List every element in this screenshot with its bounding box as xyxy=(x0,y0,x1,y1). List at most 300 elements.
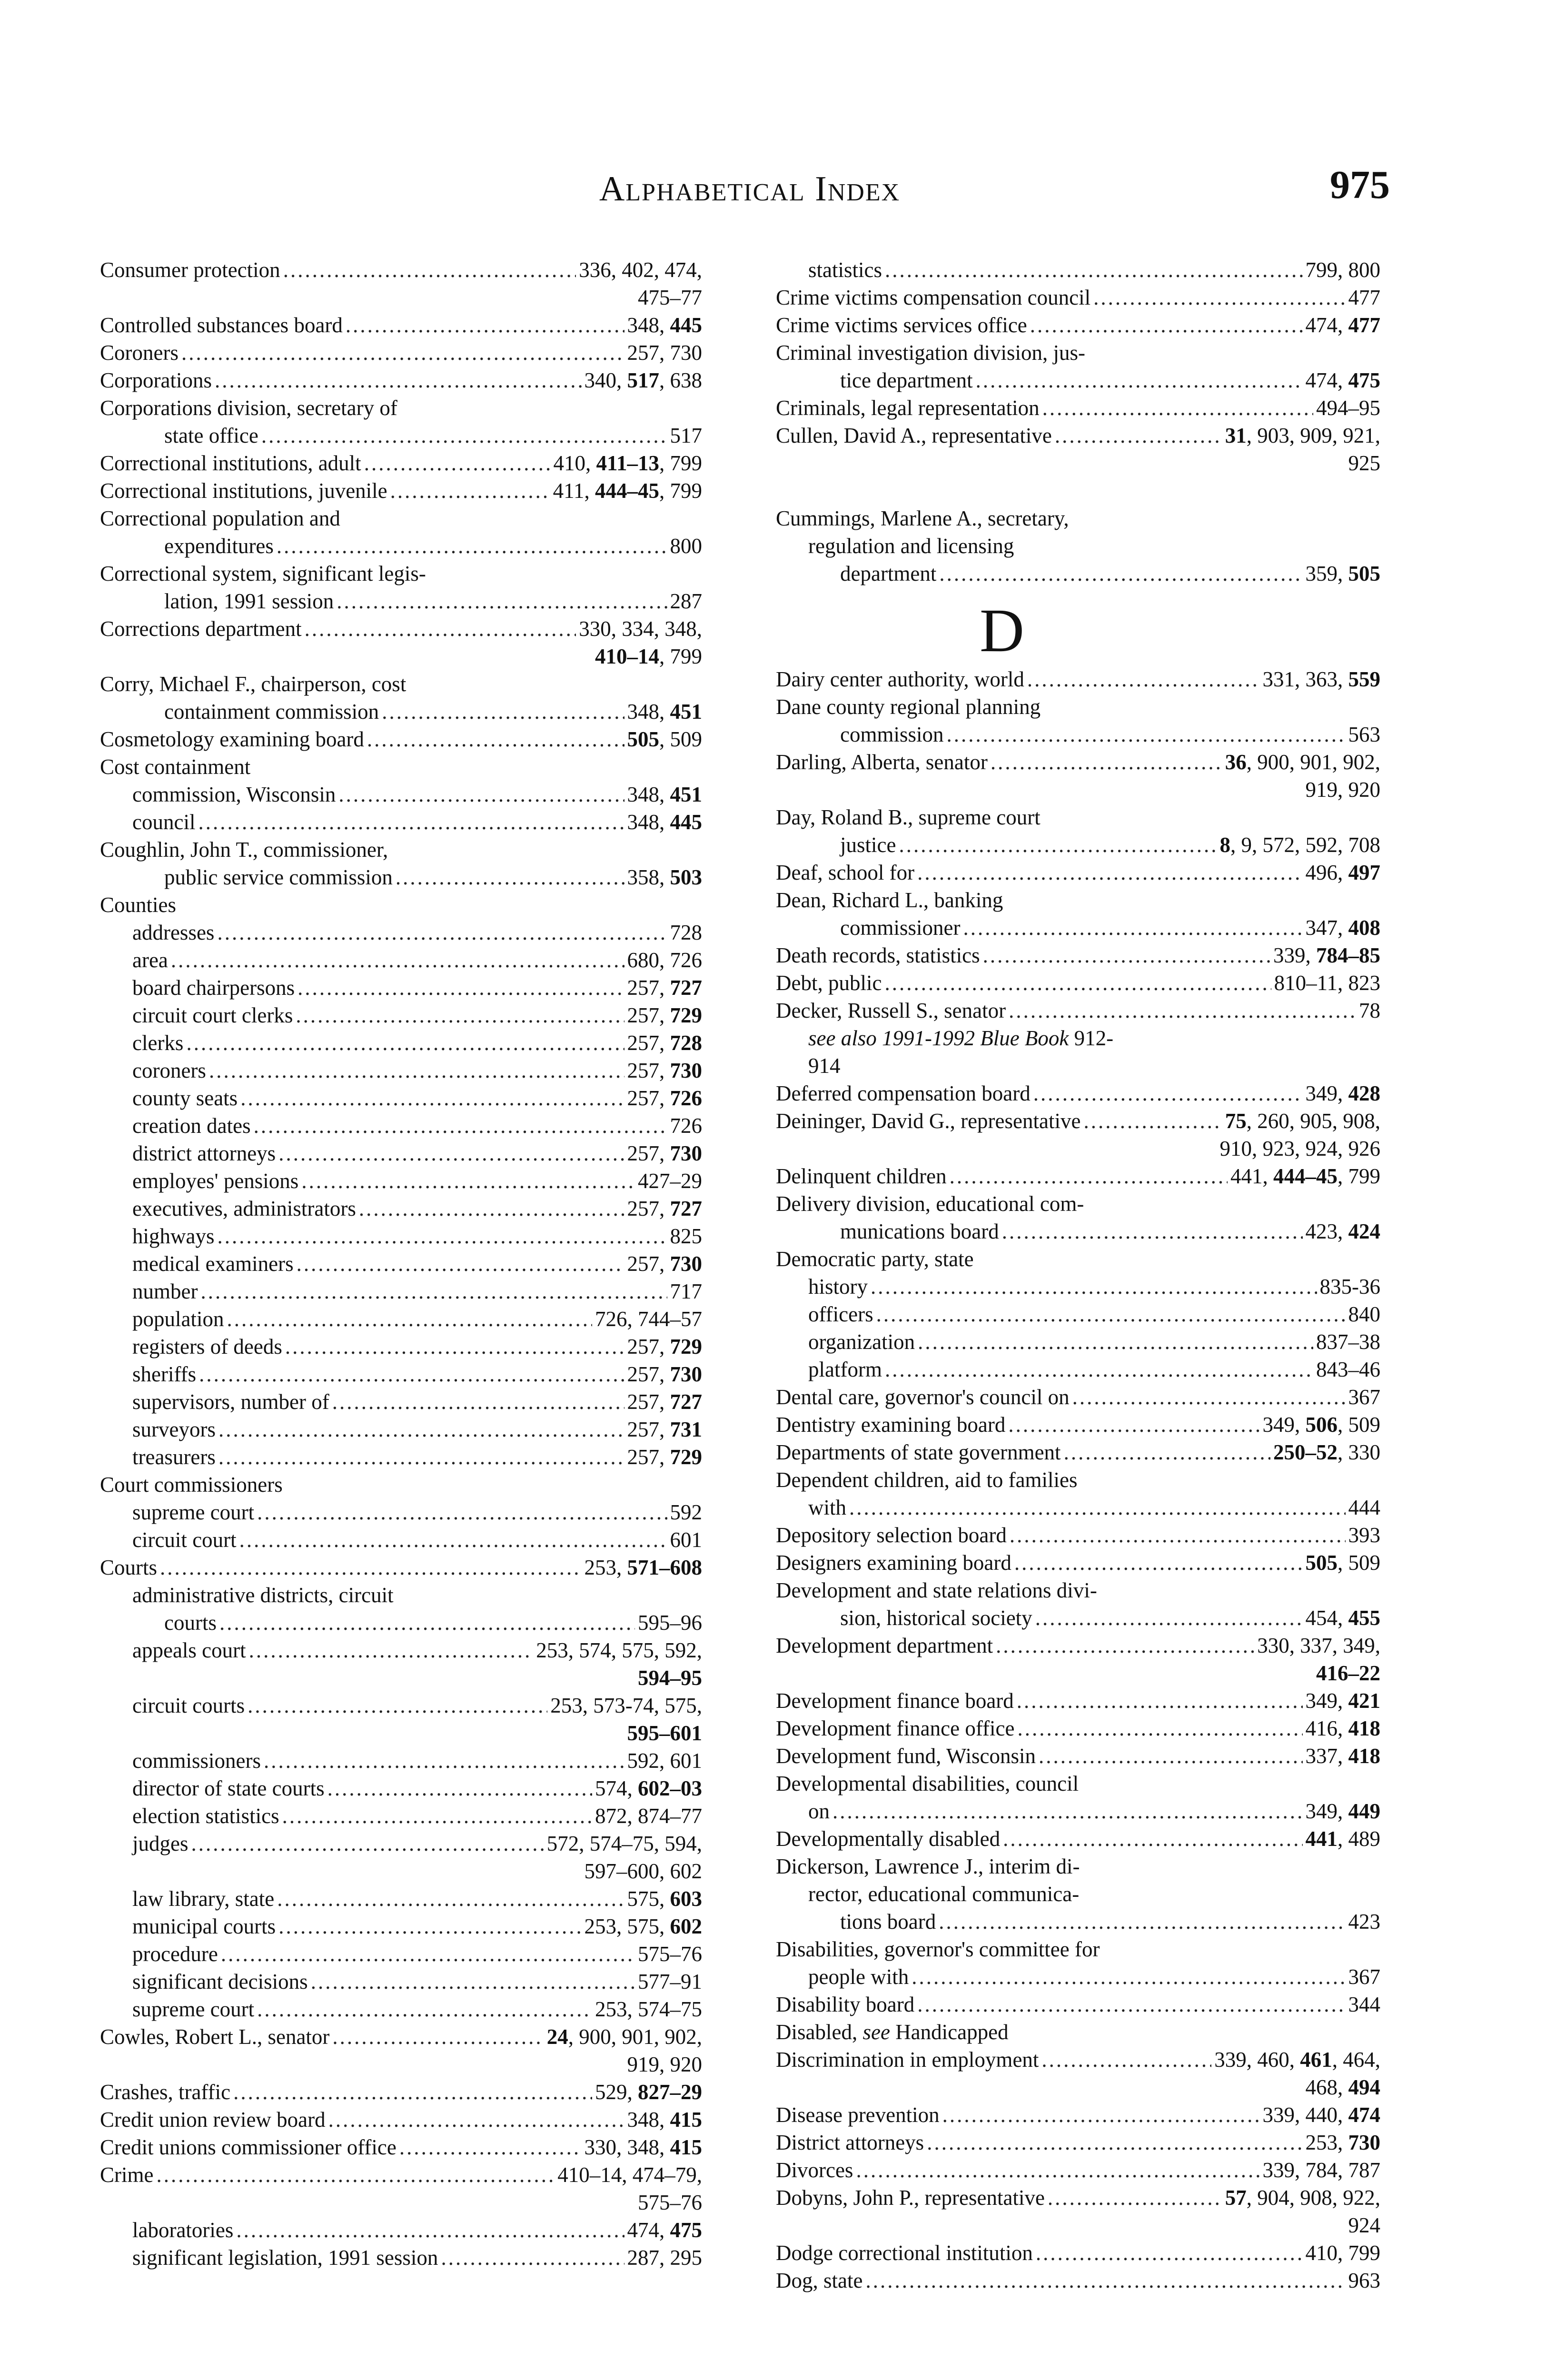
page-ref: 331, 363, xyxy=(1262,667,1348,691)
page-ref-bold: 517 xyxy=(627,368,659,392)
entry-term-text: commissioner xyxy=(840,916,961,940)
index-entry xyxy=(100,1333,702,1360)
page-ref-bold: 727 xyxy=(670,976,702,1000)
entry-term-text: area xyxy=(132,948,168,972)
page-ref: 257, xyxy=(627,1197,670,1220)
dot-leader xyxy=(296,1002,624,1029)
entry-term xyxy=(132,946,168,974)
index-entry xyxy=(100,2078,702,2106)
page-ref-bold: 730 xyxy=(670,1252,702,1276)
entry-term-text: Cosmetology examining board xyxy=(100,727,364,751)
entry-term-text: law library, state xyxy=(132,1887,275,1911)
index-entry xyxy=(100,615,702,643)
page-refs xyxy=(670,1278,703,1305)
page-ref: 349, xyxy=(1305,1799,1348,1823)
entry-term-text: state office xyxy=(164,424,258,447)
index-entry xyxy=(100,1443,702,1471)
index-entry xyxy=(100,422,702,449)
index-entry-continuation xyxy=(100,1664,702,1692)
entry-term-text: district attorneys xyxy=(132,1141,276,1165)
page-refs xyxy=(1348,1908,1381,1935)
dot-leader xyxy=(390,477,550,505)
page-refs xyxy=(595,2078,702,2106)
index-entry-continuation xyxy=(100,643,702,670)
entry-term xyxy=(132,1968,308,1995)
page-ref-bold: 455 xyxy=(1348,1606,1380,1630)
page-ref: 799, 800 xyxy=(1305,258,1380,282)
page-ref: 257, xyxy=(627,1031,670,1055)
index-entry xyxy=(776,721,1380,748)
entry-term xyxy=(132,1195,356,1222)
entry-term xyxy=(100,891,176,919)
index-entry xyxy=(100,725,702,753)
index-entry xyxy=(776,1300,1380,1328)
page-ref: 474, xyxy=(1305,368,1348,392)
page-refs xyxy=(638,2189,702,2216)
page-ref: 595–96 xyxy=(638,1611,702,1635)
index-entry xyxy=(100,1526,702,1554)
page-ref: 339, 440, xyxy=(1262,2103,1348,2127)
entry-term xyxy=(100,1554,157,1581)
entry-term-text: expenditures xyxy=(164,534,274,558)
page-ref: 825 xyxy=(670,1224,702,1248)
dot-leader xyxy=(327,1775,592,1802)
entry-term xyxy=(776,1632,993,1659)
page-refs xyxy=(670,532,703,560)
page-refs xyxy=(670,919,703,946)
page-refs xyxy=(627,974,703,1002)
entry-term-text: see also 1991-1992 Blue Book xyxy=(808,1026,1069,1050)
page-ref: 843–46 xyxy=(1316,1358,1380,1381)
page-ref: , 464, xyxy=(1332,2048,1380,2072)
page-ref-bold: 424 xyxy=(1348,1220,1380,1243)
page-ref: 287, 295 xyxy=(627,2246,702,2270)
index-entry xyxy=(776,1411,1380,1438)
page-refs xyxy=(627,1029,703,1057)
entry-term xyxy=(132,1885,274,1913)
page-refs xyxy=(1306,1742,1381,1770)
page-ref: 468, xyxy=(1305,2075,1348,2099)
page-ref: 919, 920 xyxy=(627,2053,702,2076)
page-ref-bold: 726 xyxy=(670,1086,702,1110)
dot-leader xyxy=(1036,2239,1303,2267)
dot-leader xyxy=(209,1057,624,1084)
dot-leader xyxy=(1017,1687,1303,1715)
dot-leader xyxy=(1008,1411,1259,1438)
entry-term-text: Courts xyxy=(100,1556,158,1579)
dot-leader xyxy=(947,721,1346,748)
dot-leader xyxy=(227,1305,592,1333)
entry-term xyxy=(776,1383,1070,1411)
dot-leader xyxy=(1039,1742,1302,1770)
page-ref-bold: 727 xyxy=(670,1197,702,1220)
entry-term-text: county seats xyxy=(132,1086,238,1110)
index-entry xyxy=(100,1471,702,1498)
dot-leader xyxy=(248,1692,547,1719)
index-entry xyxy=(776,1162,1380,1190)
page-ref: , 509 xyxy=(1338,1551,1380,1575)
entry-term-text: Dentistry examining board xyxy=(776,1413,1006,1437)
index-entry-continuation xyxy=(776,449,1380,477)
spacer xyxy=(776,477,1380,505)
page-refs xyxy=(1225,1107,1380,1135)
entry-term xyxy=(776,1411,1005,1438)
page-ref: , 799 xyxy=(659,645,702,668)
entry-term xyxy=(132,1830,188,1857)
index-entry xyxy=(100,1167,702,1195)
entry-term-text: election statistics xyxy=(132,1804,279,1828)
page-refs xyxy=(627,1416,703,1443)
page-ref: 423 xyxy=(1348,1910,1380,1934)
dot-leader xyxy=(233,2078,592,2106)
page-refs xyxy=(1306,1715,1381,1742)
entry-term-text: containment commission xyxy=(164,700,379,724)
page-ref: 253, xyxy=(1305,2131,1348,2154)
entry-term-text: Controlled substances board xyxy=(100,313,343,337)
dot-leader xyxy=(218,1222,667,1250)
entry-term xyxy=(776,886,1003,914)
entry-term-text: administrative districts, circuit xyxy=(132,1583,394,1607)
page-refs xyxy=(1225,748,1380,776)
entry-term-text: Consumer protection xyxy=(100,258,280,282)
page-ref: , 509 xyxy=(1338,1413,1380,1437)
page-refs xyxy=(627,1360,703,1388)
page-refs xyxy=(1306,914,1381,942)
entry-term xyxy=(132,2216,233,2244)
dot-leader xyxy=(199,1360,624,1388)
index-entry xyxy=(100,946,702,974)
index-entry xyxy=(100,256,702,284)
page-ref: 474, xyxy=(627,2218,670,2242)
dot-leader xyxy=(218,1416,624,1443)
page-refs xyxy=(1214,2046,1380,2073)
page-refs xyxy=(670,422,703,449)
dot-leader xyxy=(917,859,1302,886)
page-ref: 840 xyxy=(1348,1302,1380,1326)
page-refs xyxy=(557,2161,702,2189)
page-ref-bold: 421 xyxy=(1348,1689,1380,1713)
page-title: Alphabetical Index xyxy=(599,169,901,208)
entry-term-text: munications board xyxy=(840,1220,999,1243)
page-ref-bold: 461 xyxy=(1300,2048,1332,2072)
entry-term-text: Corporations division, secretary of xyxy=(100,396,397,420)
entry-term xyxy=(132,1940,218,1968)
entry-term-text: significant decisions xyxy=(132,1970,308,1993)
index-entry xyxy=(776,831,1380,859)
dot-leader xyxy=(1048,2184,1222,2211)
page-refs xyxy=(627,1388,703,1416)
page-ref: , 9, 572, 592, 708 xyxy=(1230,833,1380,857)
entry-term xyxy=(100,836,388,863)
entry-term-text: Disabled, xyxy=(776,2020,863,2044)
index-entry-continuation xyxy=(100,2051,702,2078)
page-refs xyxy=(1348,284,1381,311)
page-ref-bold: 408 xyxy=(1348,916,1380,940)
index-entry xyxy=(100,1830,702,1857)
page-ref: 529, xyxy=(595,2080,638,2104)
index-entry xyxy=(776,1383,1380,1411)
entry-term-text: Deininger, David G., representative xyxy=(776,1109,1081,1133)
dot-leader xyxy=(1033,1080,1303,1107)
page-ref-bold: 441 xyxy=(1305,1827,1338,1851)
entry-term-text: creation dates xyxy=(132,1114,251,1138)
index-entry xyxy=(100,670,702,698)
page-refs xyxy=(627,1885,703,1913)
page-refs xyxy=(595,1305,702,1333)
entry-term-text: circuit court clerks xyxy=(132,1003,293,1027)
dot-leader xyxy=(1055,422,1222,449)
entry-term xyxy=(776,311,1027,339)
entry-term-text: public service commission xyxy=(164,865,393,889)
entry-term-text: Coroners xyxy=(100,341,178,365)
page-ref: 494–95 xyxy=(1316,396,1380,420)
dot-leader xyxy=(359,1195,624,1222)
entry-term-text: sion, historical society xyxy=(840,1606,1032,1630)
index-entry xyxy=(100,1360,702,1388)
page-refs xyxy=(1316,1659,1380,1687)
page-ref-bold: 503 xyxy=(670,865,702,889)
entry-term-text: Dependent children, aid to families xyxy=(776,1468,1078,1492)
page-ref: 924 xyxy=(1348,2213,1380,2237)
entry-term xyxy=(776,2267,862,2294)
entry-term-text: Dane county regional planning xyxy=(776,695,1041,719)
index-entry xyxy=(776,560,1380,587)
entry-term xyxy=(132,1333,282,1360)
entry-term-text: Disease prevention xyxy=(776,2103,940,2127)
page-ref-bold: 475 xyxy=(670,2218,702,2242)
entry-term xyxy=(840,1908,936,1935)
entry-term-text: statistics xyxy=(808,258,882,282)
index-entry xyxy=(776,1935,1380,1963)
dot-leader xyxy=(939,1908,1345,1935)
entry-term xyxy=(776,1742,1036,1770)
index-entry xyxy=(776,886,1380,914)
entry-term xyxy=(776,2156,853,2184)
index-entry xyxy=(776,1218,1380,1245)
page-ref-bold: 594–95 xyxy=(638,1666,702,1690)
page-ref: 575–76 xyxy=(638,2191,702,2214)
index-entry xyxy=(776,2267,1380,2294)
page-ref: 348, xyxy=(627,783,670,806)
dot-leader xyxy=(249,1636,534,1664)
entry-term xyxy=(840,560,936,587)
entry-term xyxy=(776,2239,1033,2267)
page-refs xyxy=(670,1498,703,1526)
page-refs xyxy=(585,1554,703,1581)
page-refs xyxy=(1306,776,1381,803)
index-entry xyxy=(100,532,702,560)
entry-term xyxy=(808,1300,873,1328)
page-refs xyxy=(627,2244,703,2271)
page-refs xyxy=(627,311,703,339)
index-entry xyxy=(100,339,702,367)
index-entry xyxy=(776,803,1380,831)
page-refs xyxy=(627,808,703,836)
page-refs xyxy=(627,1719,703,1747)
index-entry xyxy=(776,1024,1380,1052)
entry-term xyxy=(132,1775,325,1802)
entry-term-text: Credit unions commissioner office xyxy=(100,2135,396,2159)
page-ref: 347, xyxy=(1305,916,1348,940)
page-ref: 577–91 xyxy=(638,1970,702,1993)
entry-term-text: supreme court xyxy=(132,1997,255,2021)
page-ref: 349, xyxy=(1305,1689,1348,1713)
page-ref-bold: 505 xyxy=(1305,1551,1338,1575)
page-refs xyxy=(627,339,703,367)
index-entry xyxy=(776,1908,1380,1935)
entry-term-text: population xyxy=(132,1307,224,1331)
entry-term xyxy=(776,942,980,969)
entry-term xyxy=(776,1853,1080,1880)
entry-term xyxy=(132,1305,224,1333)
dot-leader xyxy=(927,2129,1302,2156)
index-entry xyxy=(776,942,1380,969)
entry-term-text: Development finance office xyxy=(776,1716,1015,1740)
index-entry xyxy=(776,2239,1380,2267)
entry-term xyxy=(100,2133,396,2161)
page-refs xyxy=(627,1250,703,1278)
page-ref: 963 xyxy=(1348,2269,1380,2292)
entry-term xyxy=(164,422,258,449)
page-refs xyxy=(1274,969,1380,997)
page-ref-bold: 729 xyxy=(670,1445,702,1469)
index-entry xyxy=(776,1107,1380,1135)
entry-term xyxy=(132,1747,261,1775)
index-entry xyxy=(776,1494,1380,1521)
entry-term xyxy=(776,394,1040,422)
entry-term-text: Delinquent children xyxy=(776,1164,947,1188)
page-refs xyxy=(579,256,702,284)
dot-leader xyxy=(856,2156,1259,2184)
dot-leader xyxy=(181,339,624,367)
index-column-right xyxy=(776,256,1380,2294)
entry-term xyxy=(132,1913,276,1940)
page-refs xyxy=(1306,2129,1381,2156)
page-refs xyxy=(1348,721,1381,748)
entry-term-text: director of state courts xyxy=(132,1776,325,1800)
entry-term-text: Dobyns, John P., representative xyxy=(776,2186,1045,2210)
entry-term-italic: see xyxy=(862,2020,890,2044)
page-refs xyxy=(1348,1383,1381,1411)
dot-leader xyxy=(364,449,551,477)
page-refs xyxy=(1306,560,1381,587)
page-ref-bold: 603 xyxy=(670,1887,702,1911)
entry-term xyxy=(100,1471,283,1498)
index-entry xyxy=(100,1554,702,1581)
dot-leader xyxy=(297,1250,624,1278)
entry-term xyxy=(840,721,944,748)
entry-term-text: 914 xyxy=(808,1054,841,1078)
page-ref-bold: 418 xyxy=(1348,1716,1380,1740)
dot-leader xyxy=(912,1963,1345,1991)
entry-term xyxy=(132,2244,438,2271)
entry-term xyxy=(132,781,336,808)
entry-term-text: Deferred compensation board xyxy=(776,1081,1031,1105)
page-ref: 257, xyxy=(627,1390,670,1414)
page-ref: 410, 799 xyxy=(1305,2241,1380,2265)
page-refs xyxy=(627,1140,703,1167)
page-ref: , 260, 905, 908, xyxy=(1246,1109,1380,1133)
page-refs xyxy=(1306,859,1381,886)
page-refs xyxy=(1348,2211,1381,2239)
dot-leader xyxy=(918,1328,1313,1356)
page-ref: 348, xyxy=(627,810,670,834)
entry-term-text: Depository selection board xyxy=(776,1523,1007,1547)
entry-term-text: commission, Wisconsin xyxy=(132,783,336,806)
index-entry xyxy=(100,2244,702,2271)
page-refs xyxy=(670,1222,703,1250)
page-refs xyxy=(638,1664,702,1692)
entry-term xyxy=(164,698,379,725)
page-refs xyxy=(1348,1494,1381,1521)
entry-term xyxy=(776,1687,1014,1715)
page-refs xyxy=(627,2106,703,2133)
entry-term xyxy=(776,1080,1031,1107)
index-entry xyxy=(100,836,702,863)
entry-term-text: Disabilities, governor's committee for xyxy=(776,1937,1100,1961)
page-ref-bold: 730 xyxy=(670,1059,702,1082)
entry-term-text: significant legislation, 1991 session xyxy=(132,2246,438,2270)
dot-leader xyxy=(311,1968,635,1995)
entry-term-text: officers xyxy=(808,1302,873,1326)
index-entry xyxy=(776,1052,1380,1080)
page-ref: 340, xyxy=(584,368,627,392)
page-ref-bold: 571–608 xyxy=(627,1556,702,1579)
entry-term xyxy=(776,1825,1000,1853)
page-ref-bold: 36 xyxy=(1225,750,1247,774)
entry-term xyxy=(132,1443,216,1471)
entry-term xyxy=(132,1029,183,1057)
index-entry xyxy=(776,969,1380,997)
page-refs xyxy=(1348,1300,1381,1328)
page-ref: 517 xyxy=(670,424,702,447)
index-entry-continuation xyxy=(100,1719,702,1747)
page-refs xyxy=(1230,1162,1380,1190)
index-entry xyxy=(100,1057,702,1084)
dot-leader xyxy=(1027,665,1260,693)
entry-term xyxy=(132,1057,206,1084)
entry-term xyxy=(808,1963,909,1991)
entry-term xyxy=(808,1328,915,1356)
page-ref-bold: 416–22 xyxy=(1316,1661,1380,1685)
page-ref: 257, xyxy=(627,976,670,1000)
page-ref-bold: 505 xyxy=(627,727,659,751)
dot-leader xyxy=(865,2267,1345,2294)
entry-term xyxy=(776,1107,1080,1135)
dot-leader xyxy=(198,808,624,836)
entry-term xyxy=(776,997,1006,1024)
page-ref: 348, xyxy=(627,313,670,337)
page-refs xyxy=(1306,1825,1381,1853)
entry-term-text: District attorneys xyxy=(776,2131,924,2154)
entry-term-text: addresses xyxy=(132,921,215,944)
page-refs xyxy=(1320,1273,1381,1300)
page-refs xyxy=(627,1002,703,1029)
index-entry xyxy=(776,1991,1380,2018)
index-entry xyxy=(776,1742,1380,1770)
index-entry xyxy=(100,1885,702,1913)
index-entry xyxy=(776,422,1380,449)
page-ref: 444 xyxy=(1348,1496,1380,1519)
page-refs xyxy=(1316,1328,1380,1356)
dot-leader xyxy=(215,367,582,394)
entry-term-text: highways xyxy=(132,1224,215,1248)
entry-term-text: Crime xyxy=(100,2163,154,2187)
entry-term-text: circuit court xyxy=(132,1528,237,1552)
index-entry xyxy=(776,284,1380,311)
dot-leader xyxy=(217,919,667,946)
dot-leader xyxy=(1064,1438,1270,1466)
